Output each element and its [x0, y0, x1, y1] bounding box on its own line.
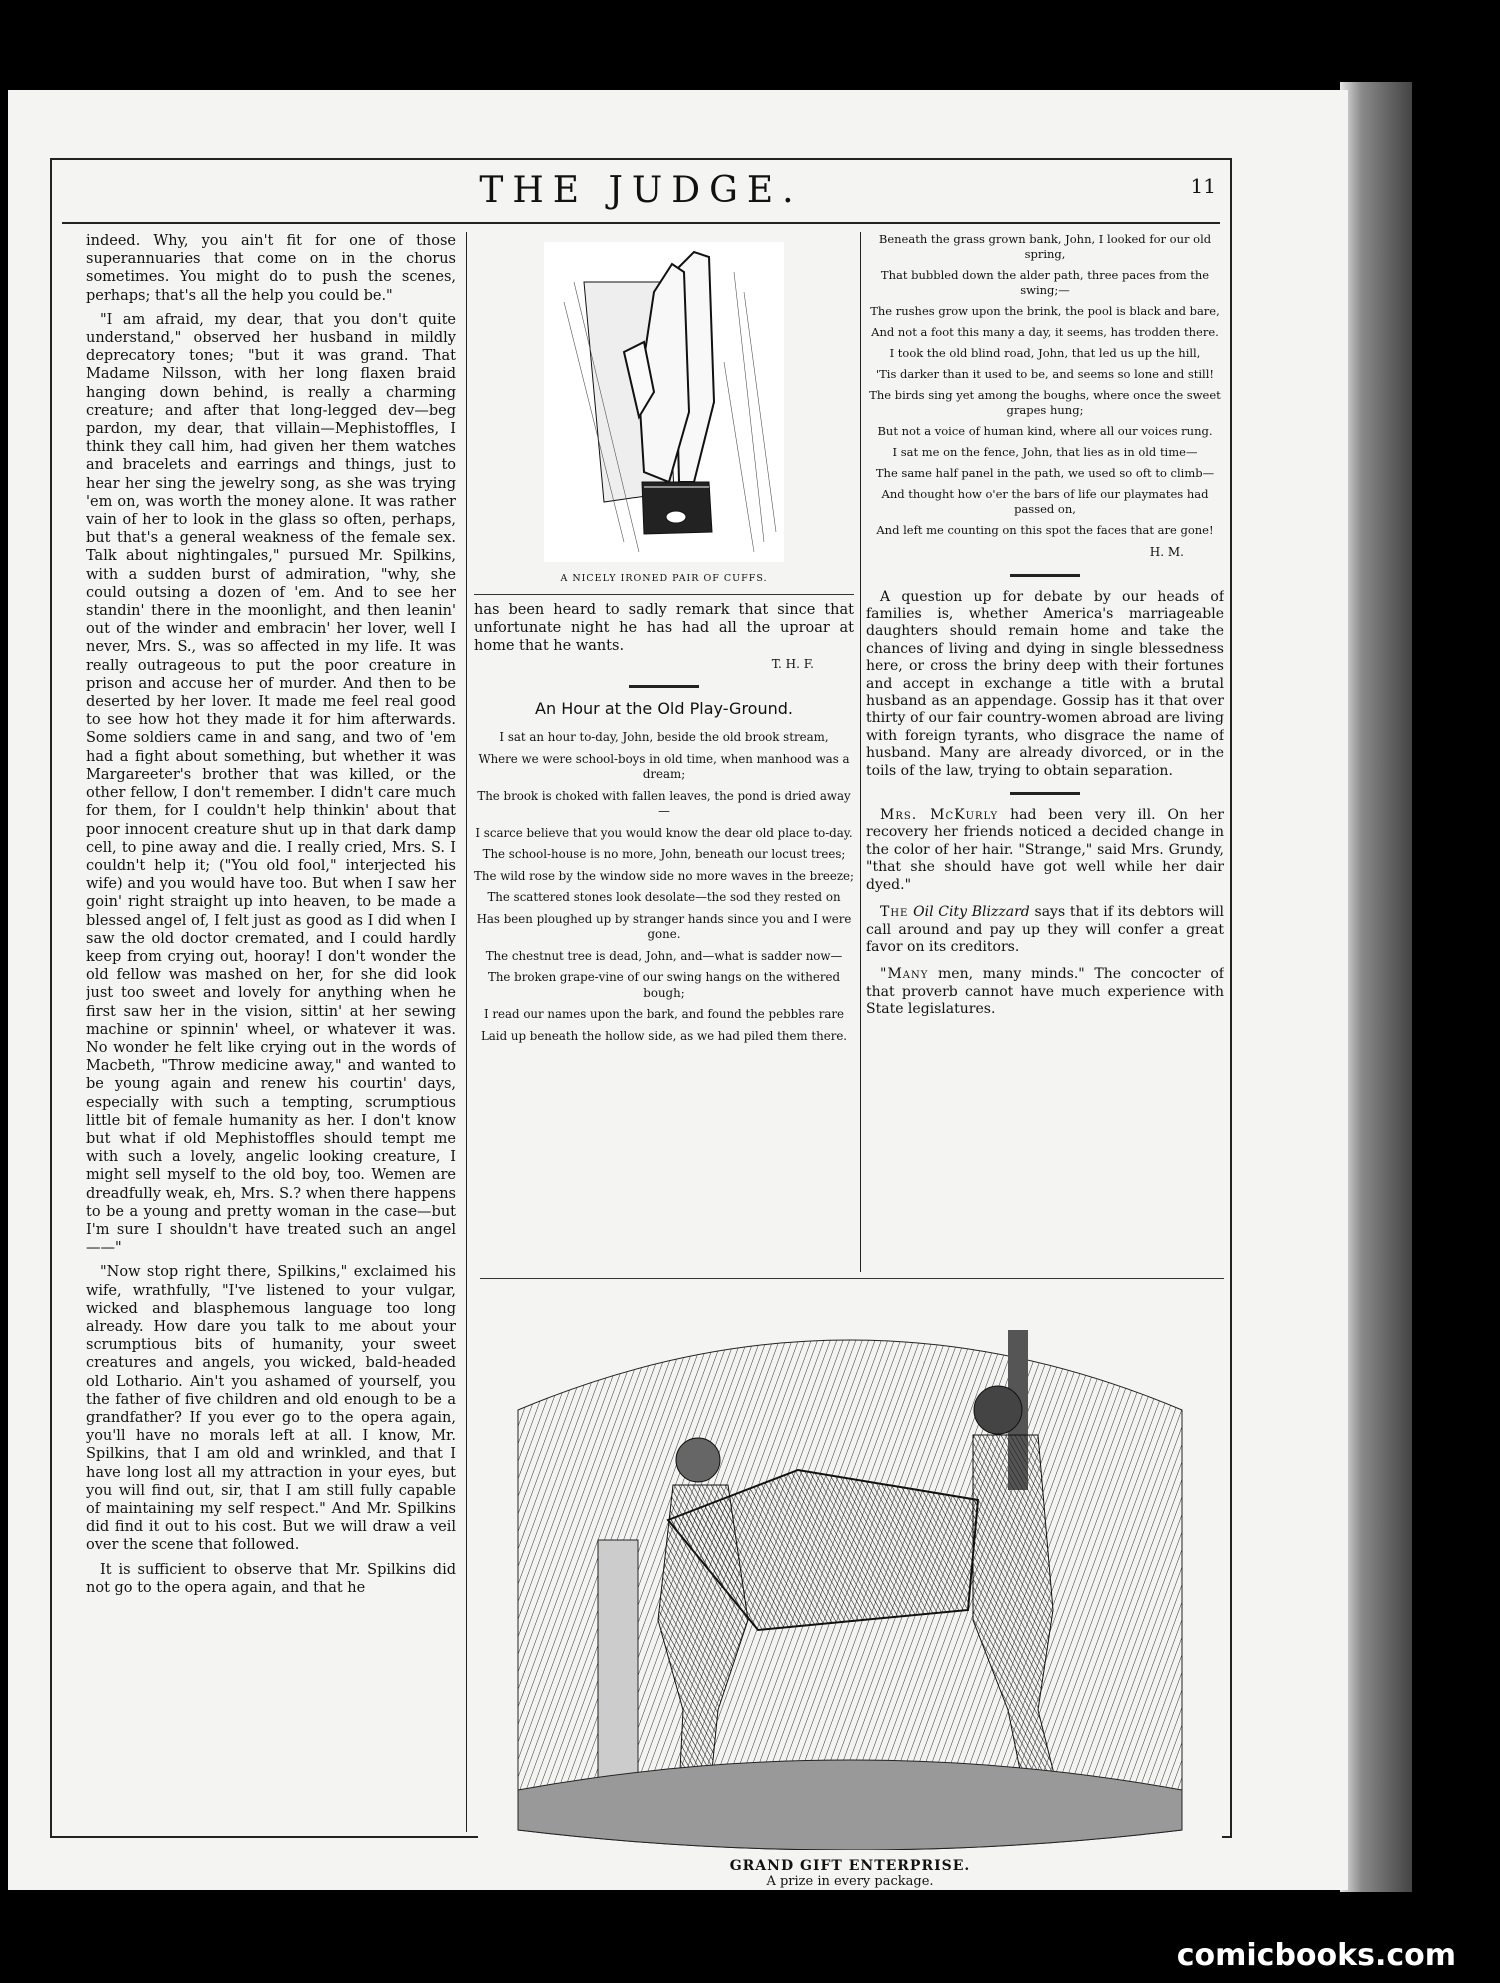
news-item-blizzard	[866, 904, 1224, 956]
cuffs-illustration	[544, 242, 784, 562]
story-paragraph: indeed. Why, you ain't fit for one of those superannuaries that come on in the chorus sometimes. You might do to push the scenes, perhaps; that's all the help you could be."	[86, 233, 456, 304]
news-item-text: says that if its debtors will call around and pay up they will confer a great favor on its creditors.	[866, 904, 1224, 955]
column-middle	[474, 232, 854, 1272]
poem-line: But not a voice of human kind, where all our voices rung.	[877, 424, 1213, 438]
poem-line: Laid up beneath the hollow side, as we had piled them there.	[480, 1028, 848, 1043]
poem-line: Where we were school-boys in old time, when manhood was a dream;	[478, 751, 850, 782]
poem-line: The broken grape-vine of our swing hangs on the withered bough;	[487, 970, 841, 1000]
poem-line: And not a foot this many a day, it seems, has trodden there.	[871, 325, 1219, 339]
engraving-rule	[480, 1278, 1224, 1279]
column-rule	[860, 232, 861, 1272]
news-item-lead: The	[880, 904, 909, 921]
story-signature: T. H. F.	[771, 657, 814, 672]
poem-line: The birds sing yet among the boughs, where once the sweet grapes hung;	[869, 388, 1221, 417]
poem-line: 'Tis darker than it used to be, and seems so lone and still!	[875, 367, 1215, 381]
poem-line: I took the old blind road, John, that led us up the hill,	[889, 346, 1201, 360]
cuffs-caption: A NICELY IRONED PAIR OF CUFFS.	[560, 573, 768, 584]
news-item-text: had been very ill. On her recovery her friends noticed a decided change in the color of her hair. "Strange," said Mrs. Grundy, "that she should have got well while her dair dyed."	[866, 807, 1224, 893]
news-item-text: men, many minds." The concocter of that proverb cannot have much experience with State legislatures.	[866, 966, 1224, 1018]
poem-line: The scattered stones look desolate—the sod they rested on	[487, 890, 841, 905]
engraving-caption	[478, 1858, 1222, 1889]
newspaper-name: Oil City Blizzard	[913, 904, 1030, 921]
story-continuation-text: has been heard to sadly remark that since that unfortunate night he has had all the uproar at home that he wants.	[474, 602, 854, 655]
news-item-marriage: A question up for debate by our heads of families is, whether America's marriageable daughters should remain home and take the chances of living and dying in single blessedness here, or cross the briny deep with their fortunes and accept in exchange a title with a brutal husband as an appendage. Gossip has it that over thirty of our fair country-women abroad are living with foreign tyrants, who disgrace the name of husband. Many are already divorced, or in the toils of the law, trying to obtain separation.	[866, 588, 1224, 779]
grand-gift-engraving	[478, 1290, 1222, 1850]
story-paragraph: "I am afraid, my dear, that you don't quite understand," observed her husband in mildly deprecatory tones; "but it was grand. That Madame Nilsson, with her long flaxen braid hanging down behind, is really a charming creature; and after that long-legged dev—beg pardon, my dear, that villain—Mephistoffles, I think they call him, had given her them watches and bracelets and earrings and things, just to hear her sing the jewelry song, as she was trying 'em on, was worth the money alone. It was rather vain of her to look in the glass so often, perhaps, but that's a general weakness of the female sex. Talk about nightingales," pursued Mr. Spilkins, with a sudden burst of admiration, "why, she could outsing a dozen of 'em. And to see her standin' there in the moonlight, and then leanin' out of the winder and embracin' her lover, well I never, Mrs. S., was so affected in my life. It was really outrageous to put the poor creature in prison and accuse her of murder. And then to be deserted by her lover. It made me feel real good to see how hot they made it for him afterwards. Some soldiers came in and sang, and two of 'em had a fight about something, but whether it was Margareeter's brother that was killed, or the other fellow, I don't remember. I didn't care much for them, for I couldn't help thinkin' about that poor innocent creature shut up in that dark damp cell, to pine away and die. I really cried, Mrs. S. I couldn't help it; ("You old fool," interjected his wife) and you would have too. But when I saw her goin' right straight up into heaven, to be made a blessed angel of, I felt just as good as I did when I saw the old doctor cremated, and I could hardly keep from crying out, hooray! I don't wonder the old fellow was mashed on her, for she did look just too sweet and lovely for anything when he first saw her in the vision, sittin' at her sewing machine or spinnin' wheel, or whatever it was. No wonder he felt like crying out in the words of Macbeth, "Throw medicine away," and wanted to be young again and renew his courtin' days, especially with such a tempting, scrumptious little bit of female humanity as her. I don't know but what if old Mephistoffles should tempt me with such a lovely, angelic looking creature, I might sell myself to the old boy, too. Wemen are dreadfully weak, eh, Mrs. S.? when there happens to be a young and pretty woman in the case—but I'm sure I shouldn't have treated such an angel——"	[86, 311, 456, 1257]
poem-line: The brook is choked with fallen leaves, the pond is dried away—	[477, 788, 851, 819]
poem-line: And left me counting on this spot the faces that are gone!	[876, 523, 1214, 537]
section-divider	[1010, 792, 1080, 795]
poem-title: An Hour at the Old Play-Ground.	[535, 699, 793, 719]
poem-line: The wild rose by the window side no more waves in the breeze;	[474, 868, 854, 883]
news-item-proverb	[866, 966, 1224, 1018]
section-divider	[1010, 574, 1080, 577]
poem-signature: H. M.	[1149, 545, 1184, 559]
book-binding	[1340, 82, 1412, 1892]
poem-line: Has been ploughed up by stranger hands since you and I were gone.	[476, 911, 852, 942]
news-item-mckurly	[866, 807, 1224, 894]
story-paragraph: It is sufficient to observe that Mr. Spilkins did not go to the opera again, and that he	[86, 1561, 456, 1596]
poem-line: The rushes grow upon the brink, the pool is black and bare,	[870, 304, 1220, 318]
story-paragraph: "Now stop right there, Spilkins," exclaimed his wife, wrathfully, "I've listened to your vulgar, wicked and blasphemous language too long already. How dare you talk to me about your scrumptious bits of humanity, your sweet creatures and angels, you wicked, bald-headed old Lothario. Ain't you ashamed of yourself, you the father of five children and old enough to be a grandfather? If you ever go to the opera again, you'll have no morals left at all. I know, Mr. Spilkins, that I am old and wrinkled, and that I have long lost all my attraction in your eyes, but you will find out, sir, that I am still fully capable of maintaining my self respect." And Mr. Spilkins did find it out to his cost. But we will draw a veil over the scene that followed.	[86, 1264, 456, 1554]
newspaper-page	[8, 90, 1348, 1890]
poem-line: I sat an hour to-day, John, beside the old brook stream,	[499, 730, 829, 745]
poem-line: The school-house is no more, John, beneath our locust trees;	[482, 847, 846, 862]
poem-line: That bubbled down the alder path, three paces from the swing;—	[880, 268, 1210, 297]
poem-line: The same half panel in the path, we used so oft to climb—	[875, 466, 1215, 480]
column-left	[86, 232, 456, 1852]
news-item-lead: "Many	[880, 966, 929, 983]
masthead-title: THE JUDGE.	[479, 170, 803, 211]
column-rule	[466, 232, 467, 1832]
masthead-rule	[62, 222, 1220, 224]
engraving-subtitle: A prize in every package.	[766, 1874, 934, 1889]
news-item-lead: Mrs. McKurly	[880, 807, 999, 824]
column-right	[866, 232, 1224, 1272]
poem-line: I read our names upon the bark, and found the pebbles rare	[483, 1007, 845, 1022]
section-rule	[474, 594, 854, 595]
poem-line: I sat me on the fence, John, that lies as in old time—	[892, 445, 1198, 459]
story-continuation	[474, 601, 854, 673]
poem-line: I scarce believe that you would know the dear old place to-day.	[475, 825, 853, 840]
section-divider	[629, 685, 699, 688]
poem-line: And thought how o'er the bars of life our playmates had passed on,	[881, 487, 1209, 516]
engraving-title: GRAND GIFT ENTERPRISE.	[729, 1858, 971, 1874]
watermark-text: comicbooks.com	[1176, 1938, 1456, 1973]
poem-line: Beneath the grass grown bank, John, I looked for our old spring,	[878, 232, 1212, 261]
poem-line: The chestnut tree is dead, John, and—what is sadder now—	[485, 948, 843, 963]
page-number: 11	[1190, 174, 1216, 198]
